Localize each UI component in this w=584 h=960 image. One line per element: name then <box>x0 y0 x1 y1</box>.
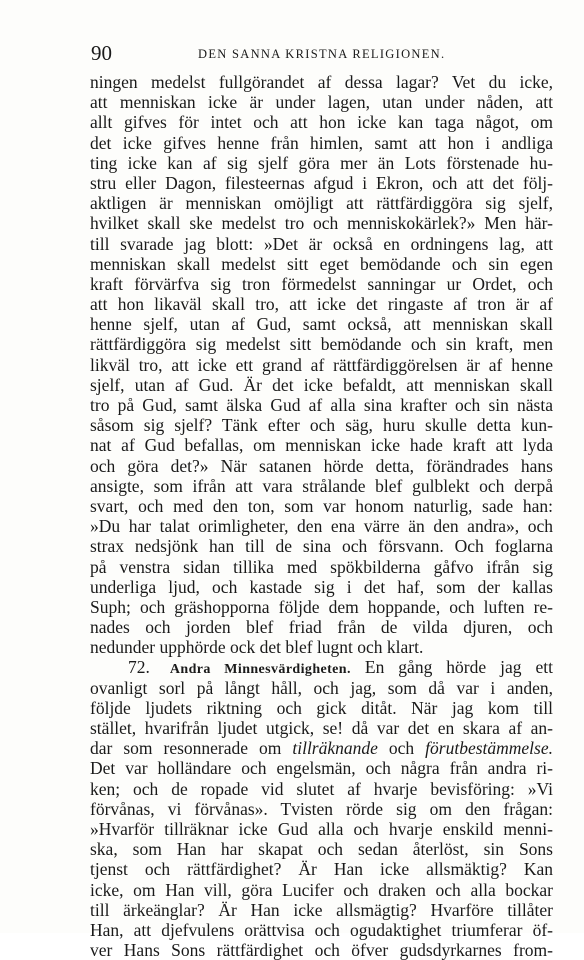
text-line: att hon likaväl skall tro, att icke det ringaste af tron är af <box>90 294 553 315</box>
text-line: nades och jorden blef friad från de vilda djuren, och <box>90 617 553 638</box>
text-line: underliga ljud, och kastade sig i det haf, som der kallas <box>90 576 553 597</box>
text-line: menniskan skall medelst sitt eget bemödande och sin egen <box>90 253 553 274</box>
text-line: ansigte, som ifrån att vara strålande blef gulblekt och derpå <box>90 475 553 496</box>
text-line: nedunder upphörde ock det blef lugnt och klart. <box>90 637 424 658</box>
section-heading: Andra Minnesvärdigheten. <box>169 662 351 678</box>
text-line: ska, som Han har skapat och sedan återlöst, sin Sons <box>90 839 553 860</box>
text-line: tro på Gud, samt älska Gud af alla sina krafter och sin nästa <box>90 395 553 415</box>
text-line: ken; och de ropade vid slutet af hvarje bevisföring: »Vi <box>90 778 553 799</box>
text-line: icke, om Han vill, göra Lucifer och draken och alla bockar <box>90 879 553 900</box>
text-line: strax nedsjönk han till de sina och försvann. Och foglarna <box>90 536 553 557</box>
italic-term: förutbestämmelse. <box>425 738 553 759</box>
text-line: till ärkeänglar? Är Han icke allsmägtig? Hvarföre tillåter <box>90 899 553 920</box>
page-number: 90 <box>91 41 112 65</box>
text-line: sjelf, utan af Gud. Är det icke befaldt, att menniskan skall <box>90 374 553 395</box>
text-line: »Hvarför tillräknar icke Gud alla och hvarje enskild menni- <box>90 818 553 839</box>
text-fragment: och <box>377 738 426 759</box>
text-line: följde ljudets riktning och gick ditåt. När jag kom till <box>90 697 553 718</box>
text-line: Suph; och gräshopporna följde dem hoppande, och luften re- <box>90 596 553 617</box>
text-line: det icke gifves henne från himlen, samt att hon i andliga <box>90 132 553 153</box>
text-line: nat af Gud befallas, om menniskan icke hade kraft att lyda <box>90 435 553 456</box>
paragraph-number: 72. <box>128 657 150 678</box>
text-line: stället, hvarifrån ljudet utgick, se! då var det en skara af an- <box>90 718 553 738</box>
running-head <box>88 40 558 66</box>
text-line: likväl tro, att icke ett grand af rättfärdiggörelsen är af henne <box>90 354 553 375</box>
text-line: förvånas, vi förvånas». Tvisten rörde sig om den frågan: <box>90 798 553 819</box>
text-line: svart, och med den ton, som var honom naturlig, sade han: <box>90 495 553 516</box>
text-line: allt gifves för intet och att hon icke kan taga något, om <box>90 112 553 133</box>
text-line: till svarade jag blott: »Det är också en ordningens lag, att <box>90 233 553 254</box>
text-line: henne sjelf, utan af Gud, samt också, att menniskan skall <box>90 314 553 335</box>
text-line: hvilket skall ske medelst tro och menniskokärlek?» Men här- <box>90 213 553 234</box>
text-line: Han, att djefvulens orättvisa och ogudaktighet triumferar öf- <box>90 919 553 940</box>
text-line: stru eller Dagon, filesteernas afgud i Ekron, och att det följ- <box>90 172 553 193</box>
paragraph-72-first-line <box>90 657 553 677</box>
text-line: ningen medelst fullgörandet af dessa lagar? Vet du icke, <box>90 72 553 92</box>
running-title: DEN SANNA KRISTNA RELIGIONEN. <box>198 47 446 61</box>
text-line: och göra det?» När satanen hörde detta, förändrades hans <box>90 455 553 476</box>
text-line-with-italics <box>90 738 553 758</box>
text-fragment: dar som resonnerade om <box>90 738 293 759</box>
text-line: såsom sig sjelf? Tänk efter och säg, huru skulle detta kun- <box>90 415 553 436</box>
italic-term: tillräknande <box>292 738 378 759</box>
text-line: ver Hans Sons rättfärdighet och öfver gudsdyrkarnes from- <box>90 940 553 960</box>
text-line: på venstra sidan tillika med spökbilderna gåfvo ifrån sig <box>90 556 553 577</box>
text-line: ovanligt sorl på långt håll, och jag, som då var i anden, <box>90 677 553 698</box>
text-line: ting icke kan af sig sjelf göra mer än Lots förstenade hu- <box>90 152 553 173</box>
text-line: kraft förvärfva sig tron förmedelst sanningar ur Ordet, och <box>90 273 553 294</box>
text-line: aktligen är menniskan omöjligt att rättfärdiggöra sig sjelf, <box>90 193 553 214</box>
text-line: att menniskan icke är under lagen, utan under nåden, att <box>90 92 553 113</box>
body-text <box>90 72 553 960</box>
text-line: rättfärdiggöra sig medelst sitt bemödande och sin kraft, men <box>90 334 553 355</box>
text-line: Det var holländare och engelsmän, och några från andra ri- <box>90 758 553 779</box>
text-line: tjenst och rättfärdighet? Är Han icke allsmäktig? Kan <box>90 859 553 880</box>
text-fragment: En gång hörde jag ett <box>364 657 554 678</box>
text-line: »Du har talat orimligheter, den ena värre än den andra», och <box>90 516 553 537</box>
